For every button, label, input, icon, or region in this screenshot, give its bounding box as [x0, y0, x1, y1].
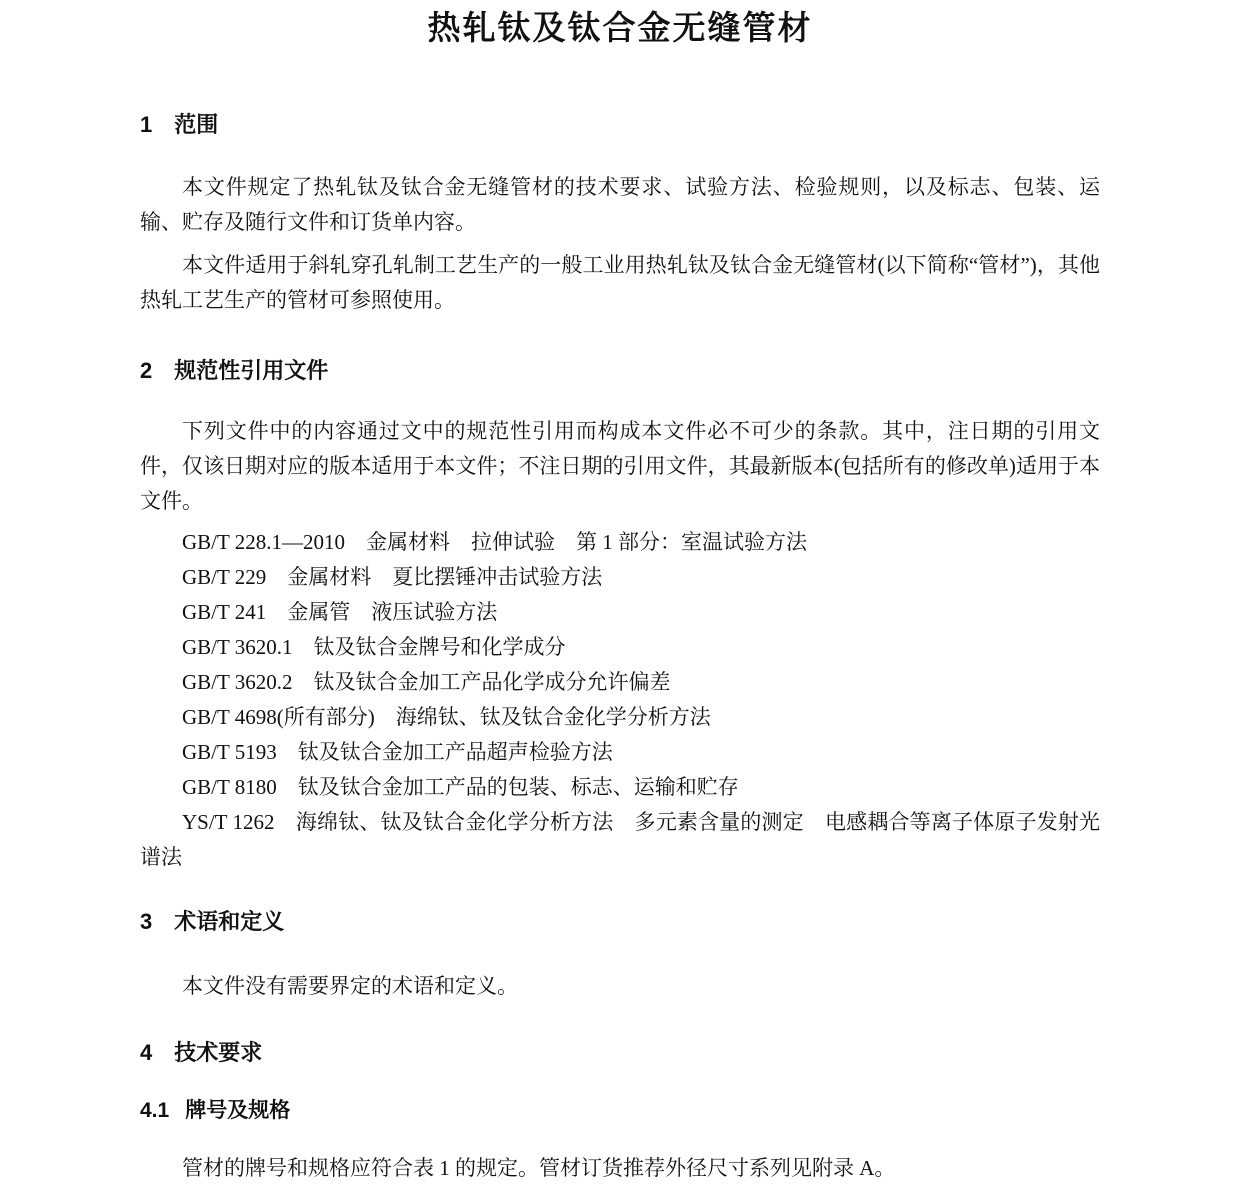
section-1-title: 范围: [174, 112, 219, 137]
reference-item-1: GB/T 228.1—2010 金属材料 拉伸试验 第 1 部分：室温试验方法: [182, 530, 807, 554]
section-1-number: 1: [140, 112, 153, 137]
section-3-paragraph-1: 本文件没有需要界定的术语和定义。: [182, 974, 518, 998]
section-4-heading: [140, 1040, 1100, 1066]
section-3-heading: [140, 909, 1100, 935]
normative-references-list: [140, 525, 1100, 875]
section-4-title: 技术要求: [174, 1040, 263, 1065]
section-1-paragraph-1: 本文件规定了热轧钛及钛合金无缝管材的技术要求、试验方法、检验规则，以及标志、包装、运输、贮存及随行文件和订货单内容。: [140, 175, 1100, 234]
section-4-1-paragraph-1: 管材的牌号和规格应符合表 1 的规定。管材订货推荐外径尺寸系列见附录 A。: [182, 1156, 896, 1180]
section-1-heading: [140, 112, 1100, 138]
reference-item-9: YS/T 1262 海绵钛、钛及钛合金化学分析方法 多元素含量的测定 电感耦合等离子体原子发射光谱法: [140, 810, 1100, 869]
section-4-1-heading: [140, 1098, 1100, 1123]
section-1-paragraph-2: 本文件适用于斜轧穿孔轧制工艺生产的一般工业用热轧钛及钛合金无缝管材(以下简称“管材”)，其他热轧工艺生产的管材可参照使用。: [140, 253, 1100, 312]
section-4-number: 4: [140, 1040, 153, 1065]
document-title: 热轧钛及钛合金无缝管材: [427, 9, 813, 46]
section-3-number: 3: [140, 909, 153, 934]
section-2-number: 2: [140, 358, 153, 383]
section-2-heading: [140, 358, 1100, 384]
reference-item-7: GB/T 5193 钛及钛合金加工产品超声检验方法: [182, 740, 613, 764]
reference-item-3: GB/T 241 金属管 液压试验方法: [182, 600, 498, 624]
reference-item-6: GB/T 4698(所有部分) 海绵钛、钛及钛合金化学分析方法: [182, 705, 711, 729]
reference-item-8: GB/T 8180 钛及钛合金加工产品的包装、标志、运输和贮存: [182, 775, 739, 799]
section-2-title: 规范性引用文件: [174, 358, 329, 383]
section-4-1-number: 4.1: [140, 1099, 170, 1122]
section-2-paragraph-1: 下列文件中的内容通过文中的规范性引用而构成本文件必不可少的条款。其中，注日期的引用文件，仅该日期对应的版本适用于本文件；不注日期的引用文件，其最新版本(包括所有的修改单)适用于本文件。: [140, 419, 1100, 513]
section-4-1-title: 牌号及规格: [185, 1099, 291, 1122]
reference-item-4: GB/T 3620.1 钛及钛合金牌号和化学成分: [182, 635, 566, 659]
section-3-title: 术语和定义: [174, 909, 285, 934]
reference-item-5: GB/T 3620.2 钛及钛合金加工产品化学成分允许偏差: [182, 670, 671, 694]
reference-item-2: GB/T 229 金属材料 夏比摆锤冲击试验方法: [182, 565, 603, 589]
